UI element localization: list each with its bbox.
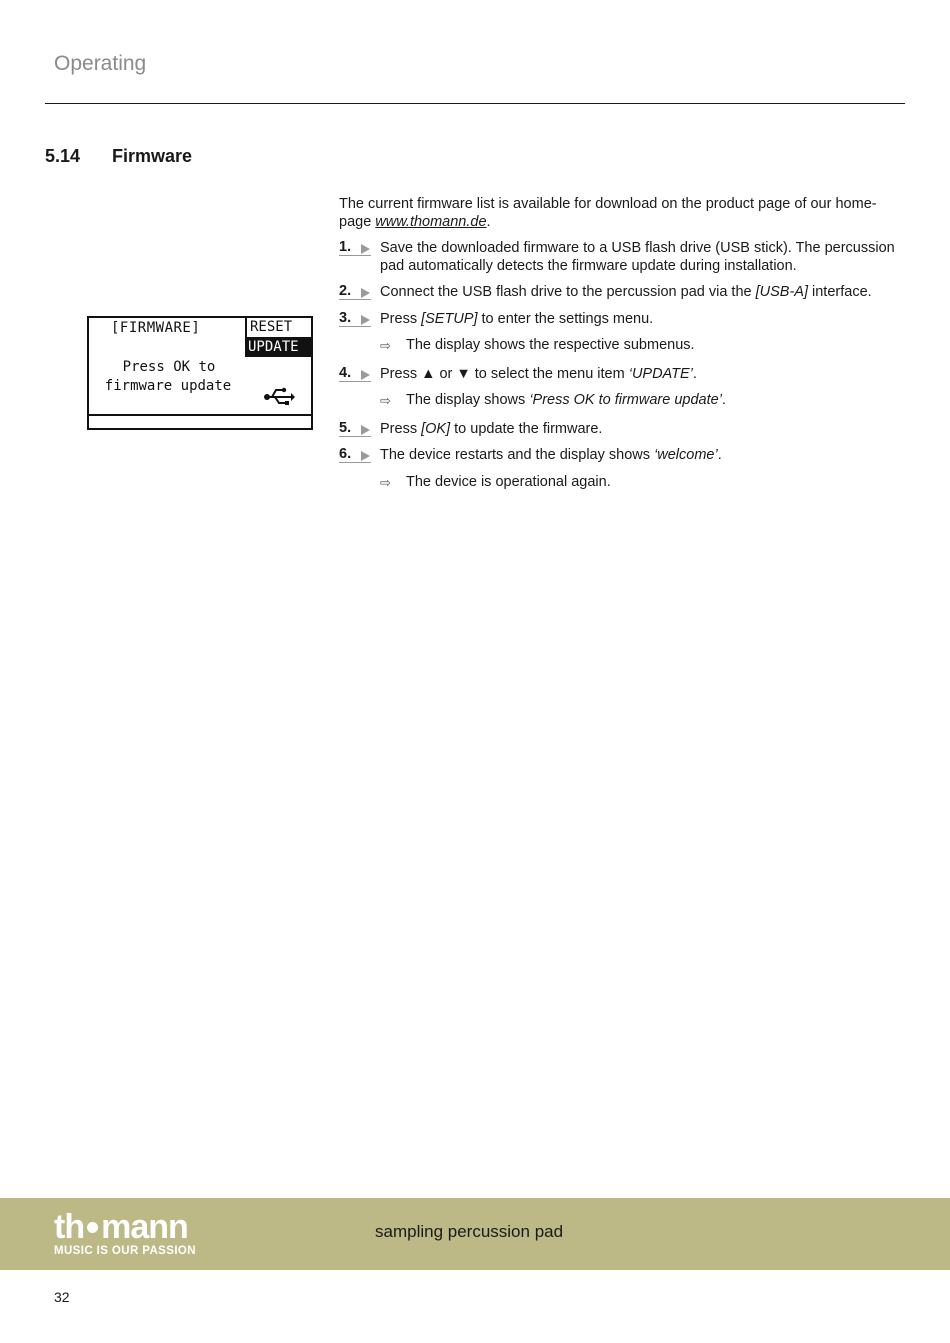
step-arrow-icon bbox=[361, 244, 370, 254]
step-text: ‘welcome’ bbox=[654, 447, 718, 463]
instructions bbox=[339, 196, 905, 502]
step-text: interface. bbox=[807, 284, 872, 300]
section-heading bbox=[45, 146, 192, 167]
step-item-6 bbox=[339, 447, 905, 465]
step-text: The device restarts and the display shows bbox=[380, 447, 655, 463]
step-text: The device is operational again. bbox=[406, 473, 611, 490]
step-text: . bbox=[717, 447, 722, 463]
lcd-title: [FIRMWARE] bbox=[111, 320, 201, 336]
intro-text-end: . bbox=[486, 213, 491, 230]
lcd-menu bbox=[245, 318, 311, 357]
step-text: [OK] bbox=[421, 420, 451, 437]
step-text: The display shows the respective submenus. bbox=[406, 337, 695, 353]
step-arrow-icon bbox=[361, 451, 370, 461]
step-text: ‘UPDATE’ bbox=[628, 365, 693, 382]
step-item-1 bbox=[339, 240, 905, 275]
header-title: Operating bbox=[54, 52, 147, 75]
logo-text-left: th bbox=[54, 1208, 85, 1246]
lcd-menu-item-update: UPDATE bbox=[245, 338, 311, 357]
step-item-2 bbox=[339, 284, 905, 302]
step-item-5 bbox=[339, 421, 905, 439]
step-text: Save the downloaded firmware to a USB flash drive (USB stick). The percussion pad automatically detects the firmware update during installation. bbox=[380, 240, 895, 274]
lcd-display-figure bbox=[87, 316, 313, 430]
result-arrow-icon: ⇨ bbox=[380, 393, 391, 408]
thomann-logo bbox=[54, 1209, 188, 1245]
step-text: The display shows bbox=[406, 392, 530, 408]
intro-paragraph bbox=[339, 196, 905, 231]
thomann-link[interactable]: www.thomann.de bbox=[375, 213, 487, 230]
step-number: 4. bbox=[339, 366, 371, 382]
section-number: 5.14 bbox=[45, 146, 81, 166]
footer-tagline: MUSIC IS OUR PASSION bbox=[54, 1245, 196, 1257]
step-number: 1. bbox=[339, 240, 371, 256]
step-text: Press bbox=[380, 310, 422, 327]
usb-icon bbox=[263, 386, 295, 406]
step-text: Press bbox=[380, 420, 422, 437]
step-text: [SETUP] bbox=[421, 310, 478, 327]
logo-dot bbox=[87, 1222, 98, 1233]
step-number: 3. bbox=[339, 311, 371, 327]
step-text: ‘Press OK to firmware update’ bbox=[529, 392, 722, 408]
step-result bbox=[339, 474, 905, 492]
step-number: 5. bbox=[339, 421, 371, 437]
result-arrow-icon: ⇨ bbox=[380, 338, 391, 353]
section-title: Firmware bbox=[112, 146, 193, 166]
step-number: 6. bbox=[339, 447, 371, 463]
step-number: 2. bbox=[339, 284, 371, 300]
step-result bbox=[339, 337, 905, 355]
header-rule bbox=[45, 103, 905, 104]
footer-product-name: sampling percussion pad bbox=[375, 1222, 564, 1241]
lcd-bottom-line bbox=[89, 414, 311, 416]
step-text: to update the firmware. bbox=[450, 420, 603, 437]
step-list bbox=[339, 240, 905, 491]
intro-text: The current firmware list is available for download on the product page of our home-page bbox=[339, 196, 877, 230]
lcd-message-line1: Press OK to bbox=[122, 359, 216, 375]
step-arrow-icon bbox=[361, 370, 370, 380]
step-text: Connect the USB flash drive to the percussion pad via the bbox=[380, 284, 756, 300]
lcd-menu-item-reset: RESET bbox=[245, 318, 311, 338]
page-number: 32 bbox=[54, 1289, 70, 1305]
step-item-4 bbox=[339, 366, 905, 384]
step-arrow-icon bbox=[361, 315, 370, 325]
logo-text-right: mann bbox=[101, 1208, 188, 1246]
step-text: . bbox=[721, 392, 726, 408]
result-arrow-icon: ⇨ bbox=[380, 474, 391, 490]
step-arrow-icon bbox=[361, 425, 370, 435]
step-text: to enter the settings menu. bbox=[477, 310, 654, 327]
step-result bbox=[339, 392, 905, 410]
lcd-message-line2: firmware update bbox=[104, 378, 232, 394]
step-text: . bbox=[692, 365, 697, 382]
step-text: [USB-A] bbox=[755, 284, 808, 300]
step-item-3 bbox=[339, 311, 905, 329]
step-text: Press ▲ or ▼ to select the menu item bbox=[380, 365, 629, 382]
step-arrow-icon bbox=[361, 288, 370, 298]
